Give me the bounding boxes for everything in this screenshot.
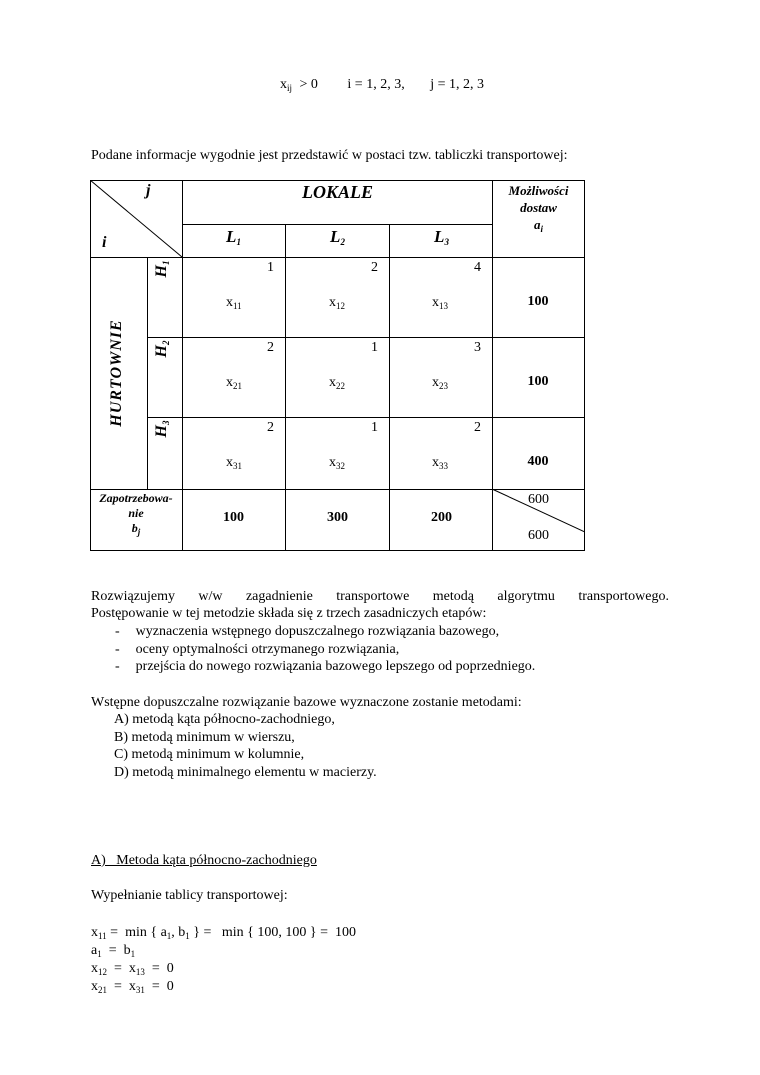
group-label-hurtownie: HURTOWNIE [108,319,125,427]
var-sub: 31 [233,461,242,471]
var-sub: 21 [233,381,242,391]
corner-j: j [146,182,151,199]
supply-cell: 100 [527,374,549,389]
item-text: metodą minimalnego elementu w macierzy. [132,765,377,780]
fill-label: Wypełnianie tablicy transportowej: [91,888,288,903]
constraint-relation: > 0 [299,77,318,92]
cost-cell: 2 [474,420,481,435]
var-sub: 33 [439,461,448,471]
demand-cell: 200 [431,510,452,525]
var-sub: 12 [98,967,107,977]
var-cell [432,375,448,391]
item-text: metodą minimum w wierszu, [131,730,295,745]
var-sub: 23 [439,381,448,391]
word: w/w [198,589,223,604]
para1-line1 [91,588,669,605]
para2-intro: Wstępne dopuszczalne rozwiązanie bazowe wyznaczone zostanie metodami: [91,695,522,710]
var-x: x [128,979,136,994]
col-label: L [434,227,445,246]
item-text: metodą kąta północno-zachodniego, [132,712,335,727]
var-x: x [91,925,98,940]
demand-sub: j [137,527,141,537]
item-text: przejścia do nowego rozwiązania bazowego lepszego od poprzedniego. [135,659,536,674]
lokale-header: LOKALE [301,182,373,202]
eq-text: , b [171,925,186,940]
var-x: x [226,455,233,470]
eq-text: = 0 [144,961,174,976]
eq-text: = [107,961,129,976]
var-x: x [329,295,336,310]
var-cell [226,455,242,471]
section-heading: A) Metoda kąta północno-zachodniego [91,853,317,868]
var-x: x [329,375,336,390]
method-list-item [114,729,295,746]
row-label-h1 [153,250,175,288]
row-sub: 3 [161,420,171,426]
para1-line2: Postępowanie w tej metodzie składa się z trzech zasadniczych etapów: [91,606,487,621]
demand-label-line2: nie [128,506,144,520]
capacity-header-var [492,216,585,233]
var-cell [432,455,448,471]
col-sub: 3 [444,237,449,247]
j-range: j = 1, 2, 3 [430,77,485,92]
eq-text: = 0 [144,979,174,994]
var-cell [432,295,448,311]
stage-list-item [115,641,399,658]
cost-cell: 1 [371,420,378,435]
item-text: metodą minimum w kolumnie, [131,747,305,762]
row-sub: 2 [161,340,171,346]
capacity-header-line1: Możliwości [508,183,569,198]
total-supply: 600 [528,492,549,507]
var-sub: 11 [233,301,242,311]
supply-cell: 400 [527,454,549,469]
item-text: wyznaczenia wstępnego dopuszczalnego rozwiązania bazowego, [135,624,500,639]
equation-1 [91,924,356,941]
var-x: x [329,455,336,470]
var-cell [226,295,242,311]
demand-cell: 100 [223,510,244,525]
capacity-header-line2: dostaw [520,200,557,215]
supply-cell: 100 [527,294,549,309]
cost-cell: 2 [267,340,274,355]
capacity-header [492,182,585,233]
marker: D) [114,765,129,780]
var-cell [329,295,345,311]
cost-cell: 4 [474,260,481,275]
cost-cell: 2 [371,260,378,275]
demand-label [90,491,182,536]
dash: - [115,624,120,639]
demand-cell: 300 [327,510,348,525]
var-x: x [226,295,233,310]
eq-text: } = min { 100, 100 } = 100 [189,925,357,940]
stage-list-item [115,658,535,675]
equation-3 [91,960,174,977]
var-sub: 13 [439,301,448,311]
var-x: x [280,77,287,92]
row-label-h2 [153,330,175,368]
var-sub: 32 [336,461,345,471]
var-sub: 31 [135,985,145,995]
col-sub: 2 [340,237,345,247]
var-sub: 12 [336,301,345,311]
method-list-item [114,746,304,763]
cost-cell: 1 [371,340,378,355]
marker: C) [114,747,128,762]
var-sub: 22 [336,381,345,391]
word: metodą [432,589,474,604]
total-demand: 600 [528,528,549,543]
demand-var: b [131,521,138,535]
var-sub: ij [287,83,293,93]
cost-cell: 2 [267,420,274,435]
var-sub: 1 [166,931,172,941]
var-x: x [432,375,439,390]
cost-cell: 1 [267,260,274,275]
col-sub: 1 [236,237,241,247]
transport-table [90,180,585,551]
equation-2 [91,942,135,959]
dash: - [115,659,120,674]
marker: B) [114,730,128,745]
eq-text: = b [101,943,131,958]
var-sub: 1 [130,949,136,959]
column-header-l1 [182,227,285,247]
row-label-h3 [153,410,175,448]
row-label: H [153,345,170,358]
dash: - [115,642,120,657]
var-a: a [91,943,98,958]
word: Rozwiązujemy [91,589,175,604]
corner-i: i [102,234,107,251]
var-sub: 1 [185,931,190,941]
word: transportowe [336,589,410,604]
var-x: x [128,961,136,976]
var-sub: 13 [135,967,145,977]
i-range: i = 1, 2, 3, [347,77,405,92]
stage-list-item [115,623,499,640]
word: zagadnienie [245,589,313,604]
col-label: L [226,227,237,246]
demand-label-line1: Zapotrzebowa- [99,491,173,505]
col-label: L [330,227,341,246]
method-list-item [114,711,335,728]
marker: A) [114,712,129,727]
var-sub: 21 [98,985,107,995]
var-x: x [432,455,439,470]
var-sub: 11 [98,931,107,941]
row-label: H [153,425,170,438]
demand-label-var [90,521,182,536]
equation-4 [91,978,174,995]
method-list-item [114,764,377,781]
word: algorytmu [497,589,555,604]
var-x: x [91,979,98,994]
column-header-l3 [390,227,493,247]
capacity-sub: i [540,224,543,234]
eq-text: = min { a [106,925,167,940]
cost-cell: 3 [474,340,481,355]
var-sub: 1 [97,949,102,959]
var-x: x [91,961,98,976]
var-x: x [432,295,439,310]
var-x: x [226,375,233,390]
eq-text: = [107,979,129,994]
column-header-l2 [286,227,389,247]
word: transportowego. [578,589,669,604]
capacity-var: a [533,217,541,232]
var-cell [329,455,345,471]
var-cell [226,375,242,391]
row-sub: 1 [161,260,171,266]
var-cell [329,375,345,391]
row-label: H [153,265,170,278]
item-text: oceny optymalności otrzymanego rozwiązania, [135,642,400,657]
constraint-line [280,76,484,93]
intro-text: Podane informacje wygodnie jest przedstawić w postaci tzw. tabliczki transportowej: [91,148,568,163]
